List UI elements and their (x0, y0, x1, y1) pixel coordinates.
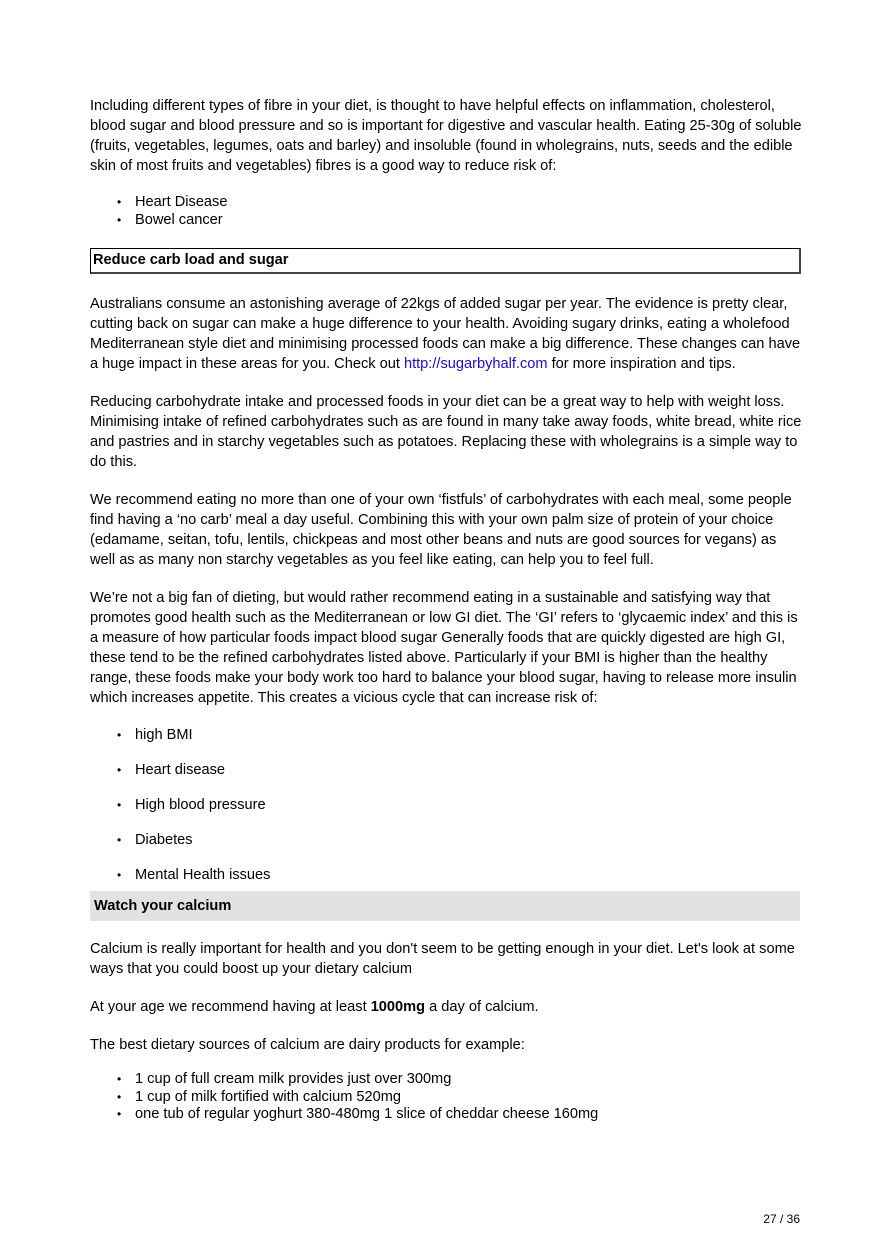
list-item: • high BMI (90, 725, 802, 760)
sugar-paragraph (90, 294, 802, 374)
list-item: • 1 cup of milk fortified with calcium 520mg (90, 1089, 802, 1107)
calcium-section-heading: Watch your calcium (90, 891, 800, 921)
list-item: • 1 cup of full cream milk provides just over 300mg (90, 1071, 802, 1089)
list-item: • Bowel cancer (90, 212, 802, 230)
fistful-paragraph: We recommend eating no more than one of your own ‘fistfuls’ of carbohydrates with each meal, some people find having a ‘no carb’ meal a day useful. Combining this with your own palm size of protein of your choice (edamame, seitan, tofu, lentils, chickpeas and most other beans and nuts are good sources for vegans) as well as as many non starchy vegetables as you feel like eating, can help you to feel full. (90, 492, 792, 568)
list-item: • one tub of regular yoghurt 380-480mg 1 slice of cheddar cheese 160mg (90, 1106, 802, 1124)
list-item: • Heart disease (90, 760, 802, 795)
page-number: 27 / 36 (763, 1212, 800, 1226)
carb-intake-paragraph: Reducing carbohydrate intake and processed foods in your diet can be a great way to help with weight loss. Minimising intake of refined carbohydrates such as are found in many take away foods, white bread, white rice and pastries and in starchy vegetables such as potatoes. Replacing these with wholegrains is a simple way to do this. (90, 394, 802, 470)
fibre-paragraph: Including different types of fibre in your diet, is thought to have helpful effects on inflammation, cholesterol, blood sugar and blood pressure and so is important for digestive and vascular health. Eating 25-30g of soluble (fruits, vegetables, legumes, oats and barley) and insoluble (found in wholegrains, nuts, seeds and the edible skin of most fruits and vegetables) fibres is a good way to reduce risk of: (90, 98, 802, 174)
list-item: • Diabetes (90, 830, 802, 865)
gi-risk-list (90, 725, 802, 900)
calcium-source-list (90, 1071, 802, 1124)
calcium-intro-paragraph: Calcium is really important for health and you don't seem to be getting enough in your diet. Let's look at some ways that you could boost up your dietary calcium (90, 941, 795, 977)
sugarbyhalf-link[interactable]: http://sugarbyhalf.com (403, 356, 548, 372)
page-content (90, 96, 802, 1124)
carb-section-heading: Reduce carb load and sugar (90, 248, 801, 274)
calcium-amount: 1000mg (370, 999, 426, 1015)
calcium-sources-intro: The best dietary sources of calcium are dairy products for example: (90, 1037, 525, 1053)
list-item: • Mental Health issues (90, 865, 802, 900)
list-item: • Heart Disease (90, 194, 802, 212)
sugar-text-end: for more inspiration and tips. (547, 356, 736, 372)
sugar-text: Australians consume an astonishing average of 22kgs of added sugar per year. The evidence is pretty clear, cutting back on sugar can make a huge difference to your health. Avoiding sugary drinks, eating a wholefood Mediterranean style diet and minimising processed foods can make a big difference. These changes can have a huge impact in these areas for you. Check out (90, 296, 801, 372)
list-item: • High blood pressure (90, 795, 802, 830)
fibre-risk-list (90, 194, 802, 229)
calcium-rec-text-end: a day of calcium. (425, 999, 539, 1015)
calcium-recommendation (90, 997, 802, 1017)
gi-paragraph: We’re not a big fan of dieting, but would rather recommend eating in a sustainable and satisfying way that promotes good health such as the Mediterranean or low GI diet. The ‘GI’ refers to ‘glycaemic index’ and this is a measure of how particular foods impact blood sugar Generally foods that are quickly digested are high GI, these tend to be the refined carbohydrates listed above. Particularly if your BMI is higher than the healthy range, these foods make your body work too hard to balance your blood sugar, having to release more insulin which increases appetite. This creates a vicious cycle that can increase risk of: (90, 590, 798, 706)
calcium-rec-text: At your age we recommend having at least (90, 999, 371, 1015)
